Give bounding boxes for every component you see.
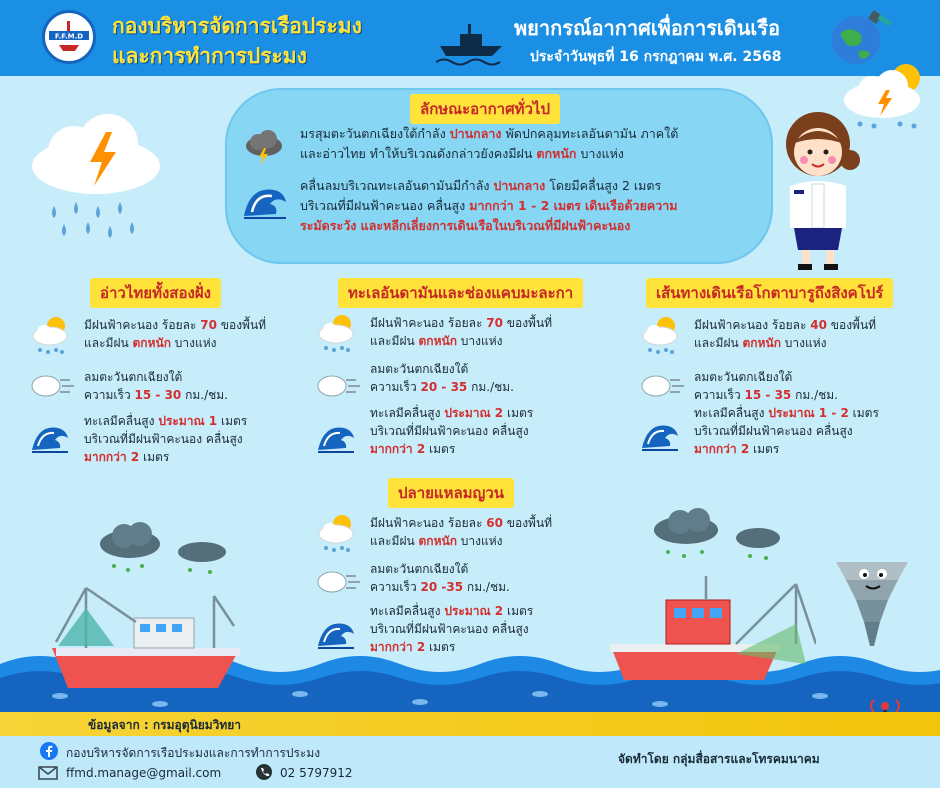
patrol-boat-icon: [436, 16, 506, 66]
source-bar: [0, 712, 940, 736]
wind-cloud-icon: [30, 370, 76, 402]
header-banner: [0, 0, 940, 76]
general-paragraph-1: มรสุมตะวันตกเฉียงใต้กำลัง ปานกลาง พัดปกคลุมทะเลอันดามัน ภาคใต้ และอ่าวไทย ทำให้บริเวณดังกล่าวยังคงมีฝน ตกหนัก บางแห่ง: [300, 126, 679, 161]
general-weather-heading: ลักษณะอากาศทั่วไป: [410, 94, 560, 124]
wave-icon: [640, 418, 680, 452]
sun-rain-icon: [640, 314, 680, 356]
sun-rain-icon: [316, 312, 356, 354]
footer: [0, 736, 940, 788]
org-name-line2: และการทำการประมง: [112, 44, 307, 68]
data-source: ข้อมูลจาก : กรมอุตุนิยมวิทยา: [88, 718, 242, 732]
fishing-boat-right: [606, 574, 816, 694]
general-paragraph-2: คลื่นลมบริเวณทะเลอันดามันมีกำลัง ปานกลาง โดยมีคลื่นสูง 2 เมตร บริเวณที่มีฝนฟ้าคะนอง คลื่นสูง มากกว่า 1 - 2 เมตร เดินเรือด้วยความ ระมัดระวัง และหลีกเลี่ยงการเดินเรือในบริเวณที่มีฝนฟ้าคะนอง: [300, 178, 678, 233]
cape-heading: ปลายแหลมญวน: [388, 478, 514, 508]
wave-icon: [30, 420, 70, 454]
mail-icon: [38, 766, 58, 780]
route-wind-text: ลมตะวันตกเฉียงใต้ ความเร็ว 15 - 35 กม./ชม.: [694, 370, 838, 402]
wind-cloud-icon: [316, 370, 362, 402]
made-by: จัดทำโดย กลุ่มสื่อสารและโทรคมนาคม: [618, 752, 820, 766]
storm-clouds-right: [646, 508, 786, 568]
phone-number[interactable]: 02 5797912: [280, 766, 353, 780]
andaman-rain-text: มีฝนฟ้าคะนอง ร้อยละ 70 ของพื้นที่ และมีฝน ตกหนัก บางแห่ง: [370, 316, 553, 348]
sun-rain-icon: [30, 314, 70, 356]
big-wave-icon: [242, 182, 288, 220]
ffmd-logo: [42, 10, 96, 64]
fishing-boat-left: [46, 582, 246, 702]
email-address[interactable]: ffmd.manage@gmail.com: [66, 766, 222, 780]
route-rain-text: มีฝนฟ้าคะนอง ร้อยละ 40 ของพื้นที่ และมีฝน ตกหนัก บางแห่ง: [694, 318, 877, 350]
satellite-globe-icon: [826, 8, 894, 68]
sun-rain-icon: [316, 512, 356, 554]
thunderstorm-cloud-icon: [242, 130, 286, 166]
org-name-line1: กองบริหารจัดการเรือประมง: [112, 14, 362, 38]
tornado-mascot: [832, 556, 912, 652]
forecast-title: พยากรณ์อากาศเพื่อการเดินเรือ: [514, 16, 781, 40]
andaman-heading: ทะเลอันดามันและช่องแคบมะละกา: [338, 278, 583, 308]
andaman-wave-text: ทะเลมีคลื่นสูง ประมาณ 2 เมตร บริเวณที่มีฝนฟ้าคะนอง คลื่นสูง มากกว่า 2 เมตร: [370, 406, 534, 456]
gulf-rain-text: มีฝนฟ้าคะนอง ร้อยละ 70 ของพื้นที่ และมีฝน ตกหนัก บางแห่ง: [84, 318, 267, 350]
wind-cloud-icon: [316, 566, 362, 598]
wind-cloud-icon: [640, 370, 686, 402]
cape-rain-text: มีฝนฟ้าคะนอง ร้อยละ 60 ของพื้นที่ และมีฝน ตกหนัก บางแห่ง: [370, 516, 553, 548]
logo-text: F.F.M.D: [54, 32, 84, 41]
wave-icon: [316, 420, 356, 454]
route-wave-text: ทะเลมีคลื่นสูง ประมาณ 1 - 2 เมตร บริเวณที่มีฝนฟ้าคะนอง คลื่นสูง มากกว่า 2 เมตร: [694, 406, 879, 456]
cape-wind-text: ลมตะวันตกเฉียงใต้ ความเร็ว 20 -35 กม./ชม.: [370, 562, 510, 594]
route-section: [640, 312, 930, 472]
andaman-wind-text: ลมตะวันตกเฉียงใต้ ความเร็ว 20 - 35 กม./ชม.: [370, 362, 514, 394]
gulf-section: [30, 312, 300, 472]
cape-wave-text: ทะเลมีคลื่นสูง ประมาณ 2 เมตร บริเวณที่มีฝนฟ้าคะนอง คลื่นสูง มากกว่า 2 เมตร: [370, 604, 534, 654]
andaman-section: [316, 310, 596, 470]
storm-clouds-left: [94, 522, 234, 582]
storm-cloud-icon: [14, 110, 174, 250]
gulf-heading: อ่าวไทยทั้งสองฝั่ง: [90, 278, 221, 308]
phone-icon: [256, 764, 272, 780]
officer-mascot: [770, 108, 866, 272]
forecast-date: ประจำวันพุธที่ 16 กรกฎาคม พ.ศ. 2568: [530, 49, 782, 65]
gulf-wave-text: ทะเลมีคลื่นสูง ประมาณ 1 เมตร บริเวณที่มีฝนฟ้าคะนอง คลื่นสูง มากกว่า 2 เมตร: [84, 414, 248, 464]
route-heading: เส้นทางเดินเรือโกตาบารูถึงสิงคโปร์: [646, 278, 893, 308]
facebook-icon[interactable]: [40, 742, 58, 760]
gulf-wind-text: ลมตะวันตกเฉียงใต้ ความเร็ว 15 - 30 กม./ชม.: [84, 370, 228, 402]
facebook-page-name[interactable]: กองบริหารจัดการเรือประมงและการทำการประมง: [66, 746, 321, 760]
